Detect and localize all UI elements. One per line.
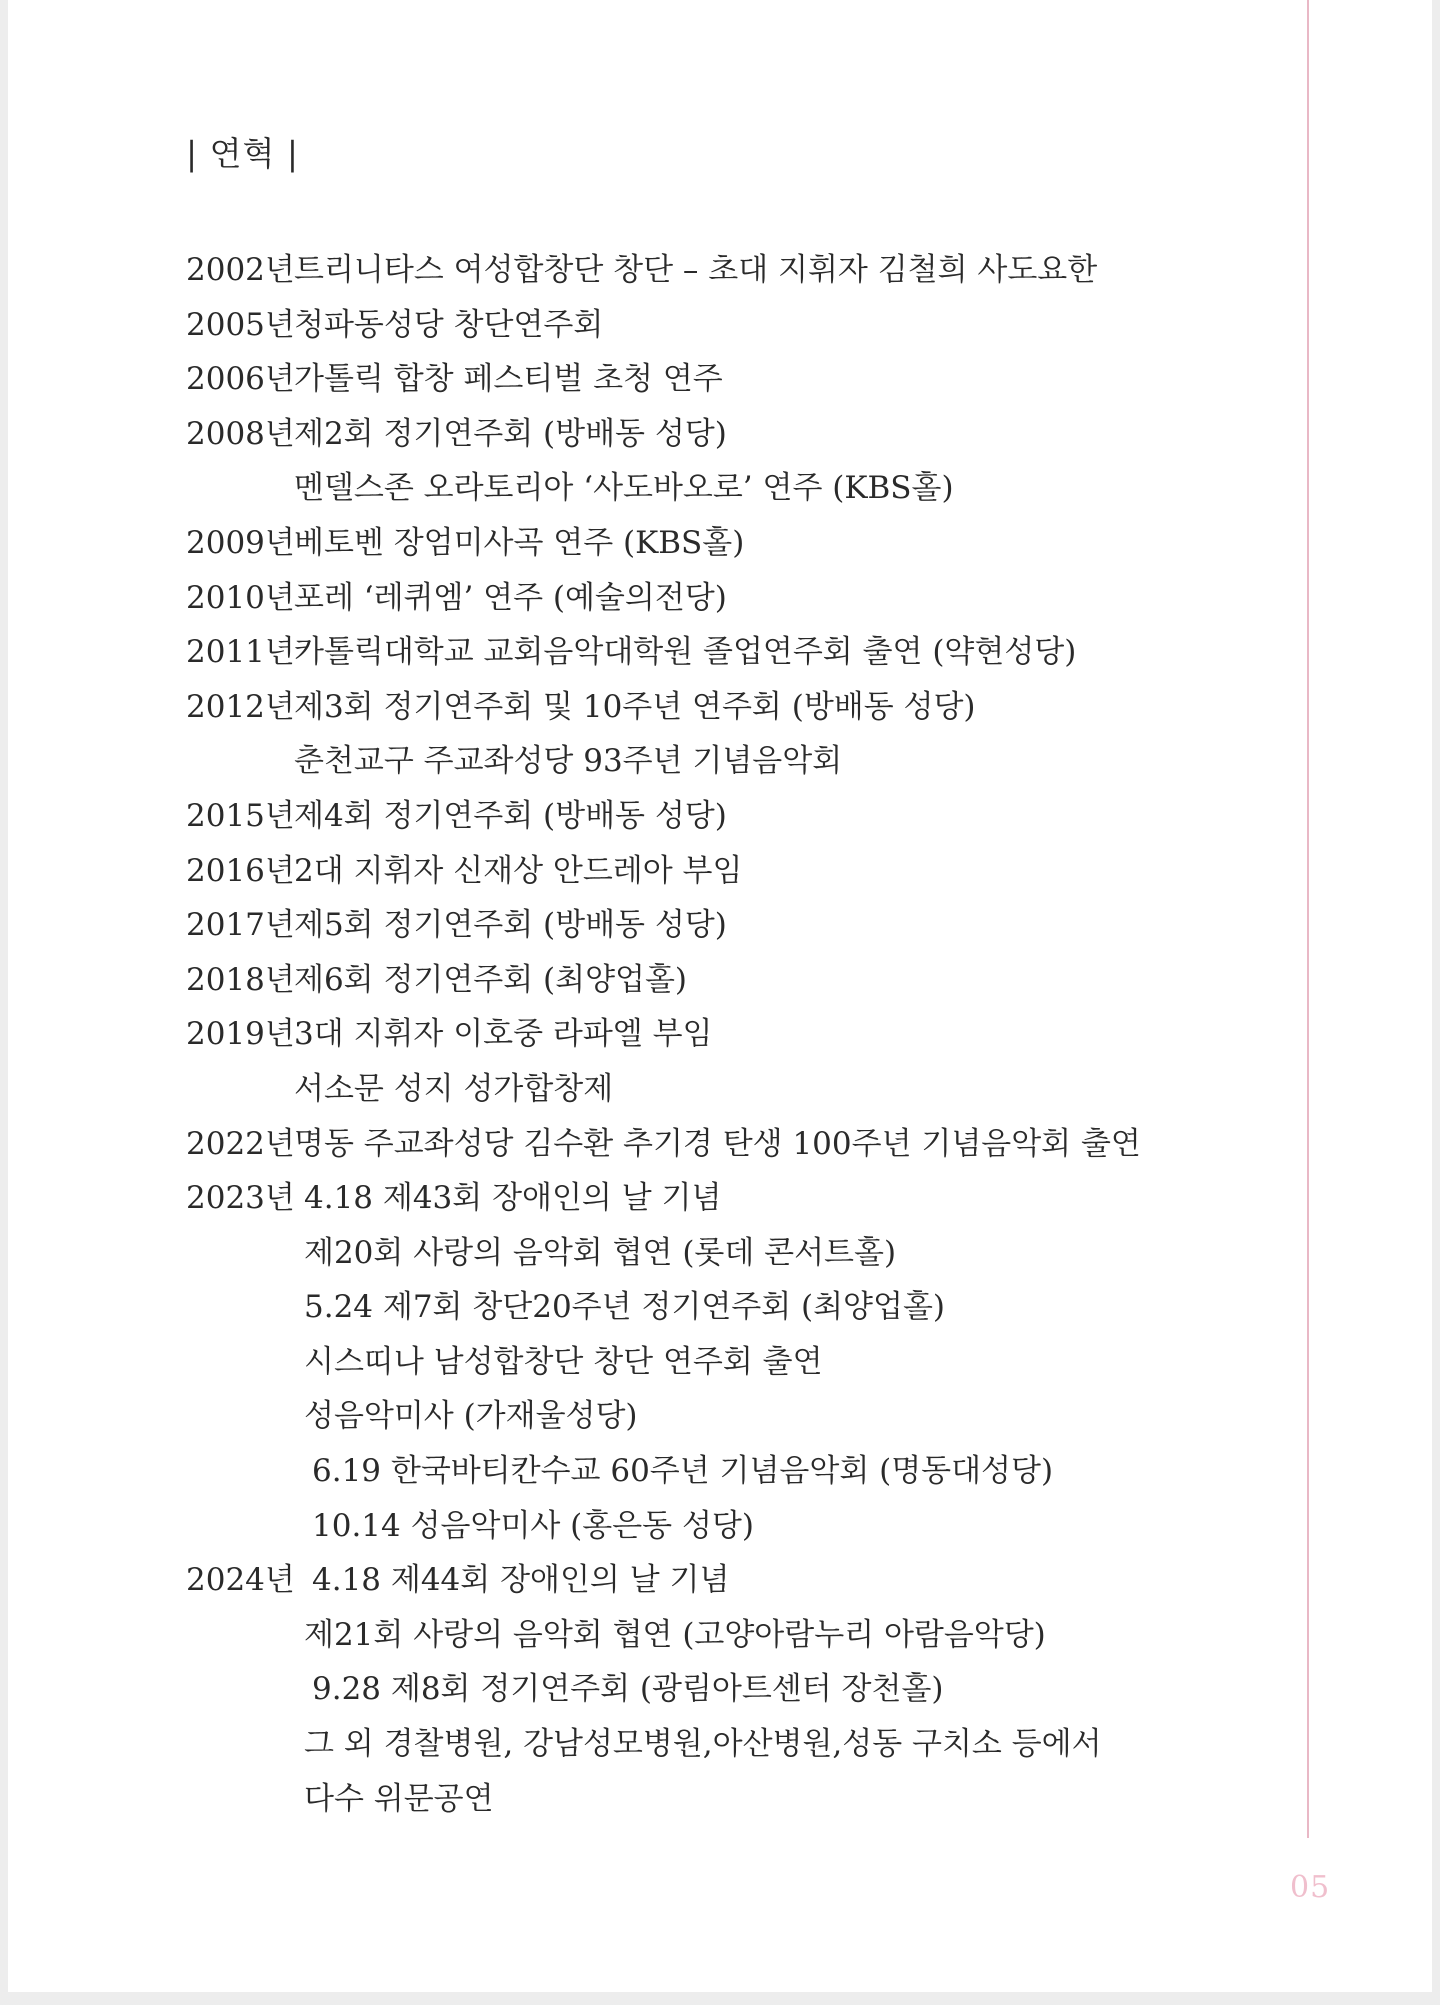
- history-text: 트리니타스 여성합창단 창단 – 초대 지휘자 김철희 사도요한: [294, 252, 1098, 288]
- history-text: 서소문 성지 성가합창제: [294, 1070, 614, 1107]
- history-text: 명동 주교좌성당 김수환 추기경 탄생 100주년 기념음악회 출연: [294, 1125, 1141, 1162]
- history-text: 춘천교구 주교좌성당 93주년 기념음악회: [294, 743, 843, 780]
- history-text: 성음악미사 (가재울성당): [304, 1398, 638, 1435]
- history-text: 그 외 경찰병원, 강남성모병원,아산병원,성동 구치소 등에서: [304, 1726, 1102, 1763]
- history-text: 9.28 제8회 정기연주회 (광림아트센터 장천홀): [312, 1671, 944, 1708]
- history-text: 다수 위문공연: [304, 1780, 494, 1817]
- side-divider-line: [1307, 0, 1309, 1838]
- history-year: 2019년: [186, 1016, 295, 1053]
- history-text: 포레 ‘레퀴엠’ 연주 (예술의전당): [294, 579, 727, 616]
- document-page: [8, 0, 1432, 1992]
- history-text: 6.19 한국바티칸수교 60주년 기념음악회 (명동대성당): [312, 1453, 1054, 1490]
- history-year: 2012년: [186, 688, 295, 725]
- history-text: 가톨릭 합창 페스티벌 초청 연주: [294, 361, 723, 398]
- history-year: 2024년: [186, 1562, 295, 1599]
- history-year: 2015년: [186, 797, 295, 834]
- history-text: 제21회 사랑의 음악회 협연 (고양아람누리 아람음악당): [304, 1616, 1046, 1653]
- history-year: 2016년: [186, 852, 295, 889]
- history-year: 2008년: [186, 415, 295, 452]
- history-text: 제5회 정기연주회 (방배동 성당): [294, 907, 727, 944]
- section-title: | 연혁 |: [186, 134, 299, 173]
- history-text: 시스띠나 남성합창단 창단 연주회 출연: [304, 1343, 823, 1380]
- history-year: 2009년: [186, 524, 295, 561]
- history-text: 3대 지휘자 이호중 라파엘 부임: [294, 1016, 713, 1053]
- history-text: 제2회 정기연주회 (방배동 성당): [294, 415, 727, 452]
- history-year: 2002년: [186, 252, 295, 288]
- history-year: 2022년: [186, 1125, 295, 1162]
- history-text: 4.18 제44회 장애인의 날 기념: [312, 1562, 730, 1599]
- history-text: 제20회 사랑의 음악회 협연 (롯데 콘서트홀): [304, 1234, 897, 1271]
- history-text: 멘델스존 오라토리아 ‘사도바오로’ 연주 (KBS홀): [294, 470, 954, 507]
- history-text: 2대 지휘자 신재상 안드레아 부임: [294, 852, 743, 889]
- history-year: 2006년: [186, 361, 295, 398]
- page-number: 05: [1290, 1870, 1331, 1905]
- history-year: 2011년: [186, 634, 295, 671]
- history-year: 2017년: [186, 907, 295, 944]
- history-text: 제4회 정기연주회 (방배동 성당): [294, 797, 727, 834]
- history-year: 2010년: [186, 579, 295, 616]
- history-year: 2023년: [186, 1180, 295, 1217]
- history-text: 카톨릭대학교 교회음악대학원 졸업연주회 출연 (약현성당): [294, 634, 1077, 671]
- history-text: 제3회 정기연주회 및 10주년 연주회 (방배동 성당): [294, 688, 976, 725]
- history-text: 제6회 정기연주회 (최양업홀): [294, 961, 688, 998]
- history-text: 5.24 제7회 창단20주년 정기연주회 (최양업홀): [304, 1289, 945, 1326]
- history-text: 10.14 성음악미사 (홍은동 성당): [312, 1507, 754, 1544]
- history-text: 4.18 제43회 장애인의 날 기념: [304, 1180, 722, 1217]
- history-year: 2005년: [186, 306, 295, 343]
- history-text: 베토벤 장엄미사곡 연주 (KBS홀): [294, 524, 745, 561]
- history-year: 2018년: [186, 961, 295, 998]
- history-text: 청파동성당 창단연주회: [294, 306, 604, 343]
